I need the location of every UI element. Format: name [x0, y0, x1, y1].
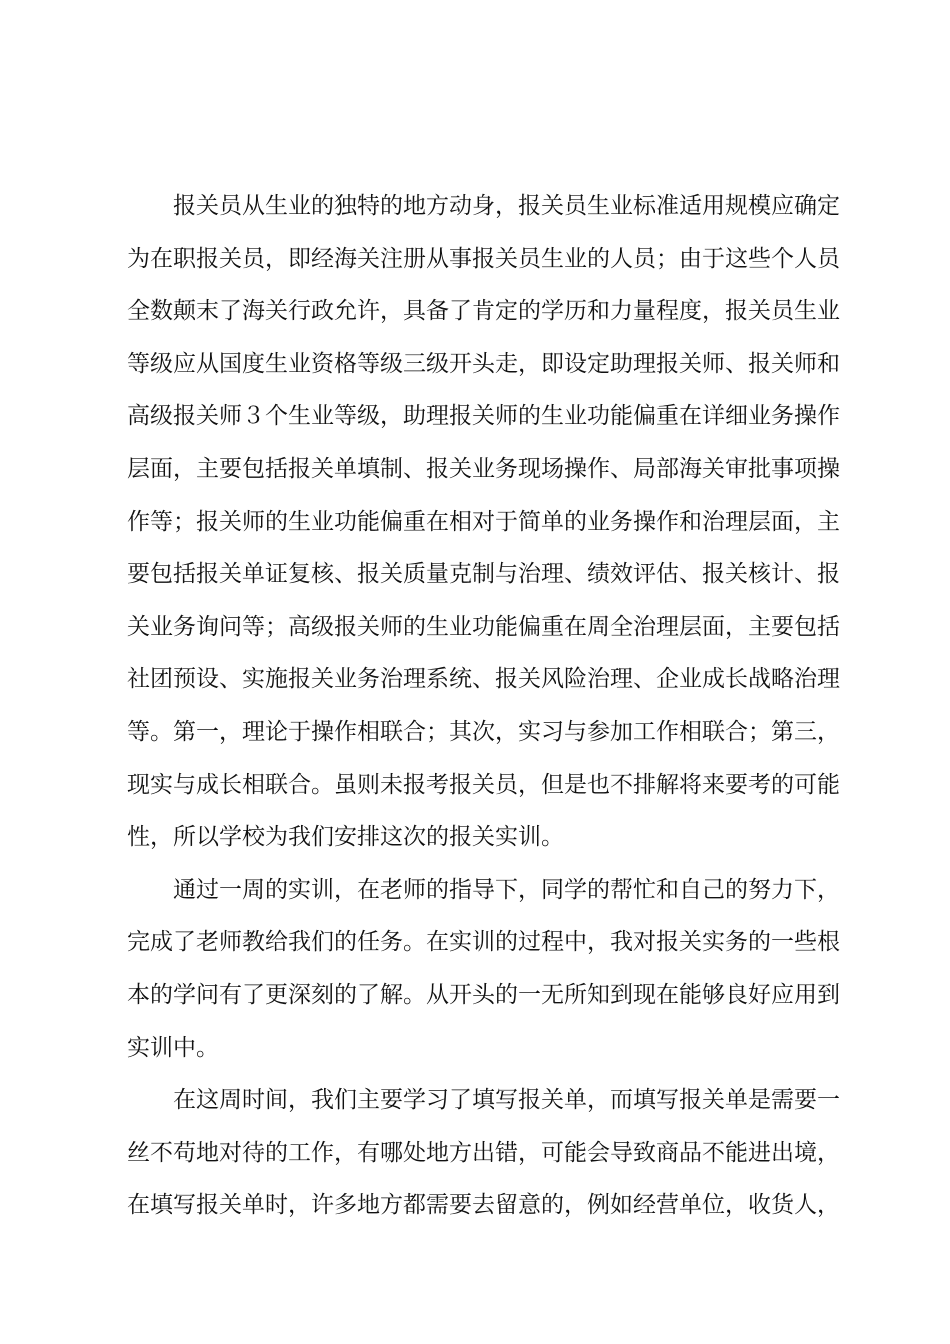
text-line: 实训中。 — [127, 1034, 219, 1061]
text-line: 丝不苟地对待的工作，有哪处地方出错，可能会导致商品不能进出境， — [127, 1139, 840, 1166]
text-line: 社团预设、实施报关业务治理系统、报关风险治理、企业成长战略治理 — [127, 666, 840, 693]
text-line: 层面，主要包括报关单填制、报关业务现场操作、局部海关审批事项操 — [127, 455, 840, 482]
document-body — [127, 186, 840, 1238]
text-line: 在这周时间，我们主要学习了填写报关单，而填写报关单是需要一 — [173, 1087, 840, 1114]
text-line: 等级应从国度生业资格等级三级开头走，即设定助理报关师、报关师和 — [127, 350, 840, 377]
paragraph-2 — [127, 870, 840, 1068]
text-line: 关业务询问等；高级报关师的生业功能偏重在周全治理层面，主要包括 — [127, 613, 840, 640]
text-line: 本的学问有了更深刻的了解。从开头的一无所知到现在能够良好应用到 — [127, 981, 840, 1008]
text-line: 等。第一，理论于操作相联合；其次，实习与参加工作相联合；第三， — [127, 718, 840, 745]
text-line: 在填写报关单时，许多地方都需要去留意的，例如经营单位，收货人， — [127, 1192, 840, 1219]
text-line: 作等；报关师的生业功能偏重在相对于简单的业务操作和治理层面，主 — [127, 508, 840, 535]
text-line: 全数颠末了海关行政允许，具备了肯定的学历和力量程度，报关员生业 — [127, 298, 840, 325]
text-line: 为在职报关员，即经海关注册从事报关员生业的人员；由于这些个人员 — [127, 245, 840, 272]
text-line: 通过一周的实训，在老师的指导下，同学的帮忙和自己的努力下， — [173, 876, 840, 903]
text-line: 高级报关师３个生业等级，助理报关师的生业功能偏重在详细业务操作 — [127, 403, 840, 430]
text-line: 报关员从生业的独特的地方动身，报关员生业标准适用规模应确定 — [173, 193, 840, 219]
paragraph-3 — [127, 1080, 840, 1225]
paragraph-1 — [127, 186, 840, 857]
text-line: 性，所以学校为我们安排这次的报关实训。 — [127, 824, 564, 851]
text-line: 完成了老师教给我们的任务。在实训的过程中，我对报关实务的一些根 — [127, 929, 840, 956]
text-line: 现实与成长相联合。虽则未报考报关员，但是也不排解将来要考的可能 — [127, 771, 840, 798]
text-line: 要包括报关单证复核、报关质量克制与治理、绩效评估、报关核计、报 — [127, 561, 840, 588]
